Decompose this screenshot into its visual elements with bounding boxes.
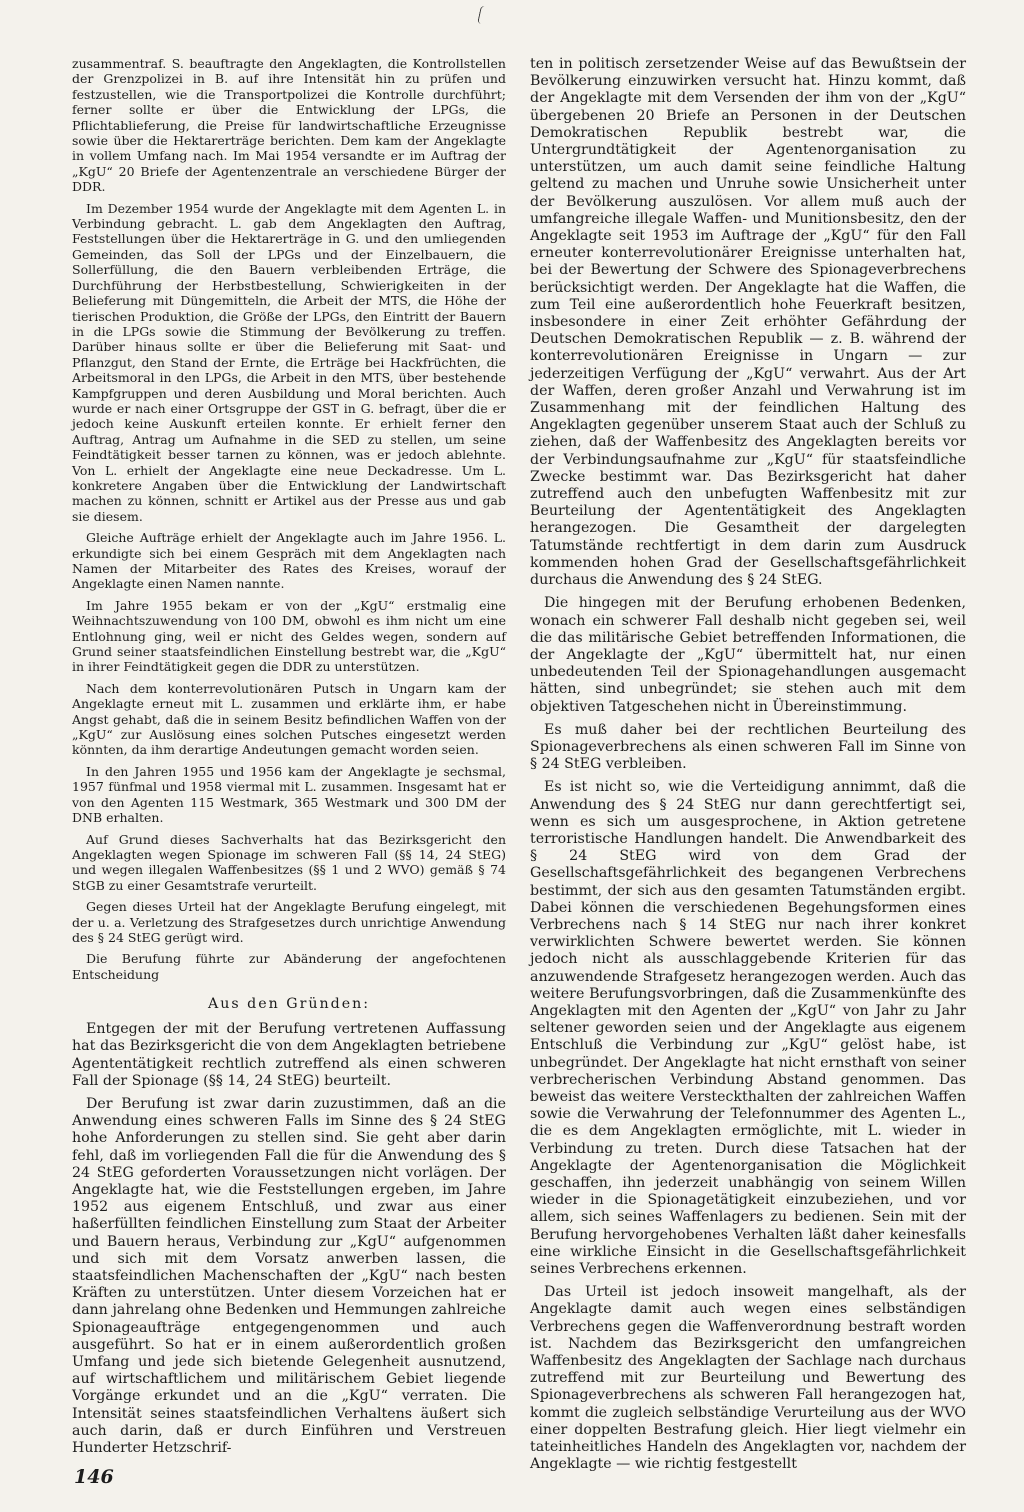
paragraph: ten in politisch zersetzender Weise auf das Bewußtsein der Bevölkerung einzuwirken versucht hat. Hinzu kommt, daß der Angeklagte mit dem Versenden der ihm von der „KgU“ übergebenen 20 Briefe an Personen in der Deutschen Demokratischen Republik bestrebt war, die Untergrundtätigkeit der Agentenorganisation zu unterstützen, um auch damit seine feindliche Haltung geltend zu machen und Unruhe sowie Unsicherheit unter der Bevölkerung auszulösen. Vor allem muß auch der umfangreiche illegale Waffen- und Munitionsbesitz, den der Angeklagte seit 1953 im Auftrage der „KgU“ für den Fall erneuter konterrevolutionärer Ereignisse unterhalten hat, bei der Bewertung der Schwere des Spionageverbrechens berücksichtigt werden. Der Angeklagte hat die Waffen, die zum Teil eine außerordentlich hohe Feuerkraft besitzen, insbesondere in einer Zeit erhöhter Gefährdung der Deutschen Demokratischen Republik — z. B. während der konterrevolutionären Ereignisse in Ungarn — zur jederzeitigen Verfügung der „KgU“ verwahrt. Aus der Art der Waffen, deren großer Anzahl und Verwahrung ist im Zusammenhang mit der feindlichen Haltung des Angeklagten gegenüber unserem Staat auch der Schluß zu ziehen, daß der Waffenbesitz des Angeklagten bereits vor der Verbindungsaufnahme zur „KgU“ für staatsfeindliche Zwecke bestimmt war. Das Bezirksgericht hat daher zutreffend auch den unbefugten Waffenbesitz mit zur Beurteilung der Agententätigkeit des Angeklagten herangezogen. Die Gesamtheit der dargelegten Tatumstände rechtfertigt in dem darin zum Ausdruck kommenden hohen Grad der Gesellschaftsgefährlichkeit durchaus die Anwendung des § 24 StEG.	[530, 56, 966, 589]
paragraph: Auf Grund dieses Sachverhalts hat das Bezirksgericht den Angeklagten wegen Spionage im schweren Fall (§§ 14, 24 StEG) und wegen illegalen Waffenbesitzes (§§ 1 und 2 WVO) gemäß § 74 StGB zu einer Gesamtstrafe verurteilt.	[72, 831, 506, 893]
paragraph: Gegen dieses Urteil hat der Angeklagte Berufung eingelegt, mit der u. a. Verletzung des Strafgesetzes durch unrichtige Anwendung des § 24 StEG gerügt wird.	[72, 899, 506, 945]
paragraph: Das Urteil ist jedoch insoweit mangelhaft, als der Angeklagte damit auch wegen eines selbständigen Verbrechens gegen die Waffenverordnung bestraft worden ist. Nachdem das Bezirksgericht den umfangreichen Waffenbesitz des Angeklagten der Sachlage nach durchaus zutreffend mit zur Beurteilung und Bewertung des Spionageverbrechens als schweren Fall herangezogen hat, kommt die zugleich selbständige Verurteilung aus der WVO einer doppelten Bestrafung gleich. Hier liegt vielmehr ein tateinheitliches Handeln des Angeklagten vor, nachdem der Angeklagte — wie richtig festgestellt	[530, 1284, 966, 1473]
paragraph: Es ist nicht so, wie die Verteidigung annimmt, daß die Anwendung des § 24 StEG nur dann gerechtfertigt sei, wenn es sich um ausgesprochene, in Aktion getretene terroristische Handlungen handelt. Die Anwendbarkeit des § 24 StEG wird von dem Grad der Gesellschaftsgefährlichkeit des begangenen Verbrechens bestimmt, der sich aus den gesamten Tatumständen ergibt. Dabei können die verschiedenen Begehungsformen eines Verbrechens nach § 14 StEG nur nach ihrer konkret verwirklichten Schwere bewertet werden. Sie können jedoch nicht als ausschlaggebende Kriterien für das anzuwendende Strafgesetz herangezogen werden. Auch das weitere Berufungsvorbringen, daß die Zusammenkünfte des Angeklagten mit den Agenten der „KgU“ von Jahr zu Jahr seltener geworden seien und der Angeklagte aus eigenem Entschluß die Verbindung zur „KgU“ gelöst habe, ist unbegründet. Der Angeklagte hat nicht ernsthaft von seiner verbrecherischen Verbindung Abstand genommen. Das beweist das weitere Versteckthalten der zahlreichen Waffen sowie die Verwahrung der Telefonnummer des Agenten L., die es dem Angeklagten ermöglichte, mit L. wieder in Verbindung zu treten. Durch diese Tatsachen hat der Angeklagte der Agentenorganisation die Möglichkeit geschaffen, ihn jederzeit unabhängig von seinem Willen wieder in die Spionagetätigkeit einzubeziehen, und vor allem, sich seines Waffenlagers zu bedienen. Sein mit der Berufung hervorgehobenes Verhalten läßt daher keinesfalls eine wirkliche Einsicht in die Gesellschaftsgefährlichkeit seines Verbrechens erkennen.	[530, 779, 966, 1278]
paragraph: Nach dem konterrevolutionären Putsch in Ungarn kam der Angeklagte erneut mit L. zusammen und erklärte ihm, er habe Angst gehabt, daß die in seinem Besitz befindlichen Waffen von der „KgU“ zur Auslösung eines solchen Putsches eingesetzt werden könnten, da ihm derartige Andeutungen gemacht worden seien.	[72, 680, 506, 758]
section-heading: Aus den Gründen:	[207, 996, 371, 1013]
left-column	[72, 56, 506, 1463]
paragraph: Die Berufung führte zur Abänderung der angefochtenen Entscheidung	[72, 951, 506, 982]
paragraph: zusammentraf. S. beauftragte den Angeklagten, die Kontrollstellen der Grenzpolizei in B. auf ihre Intensität hin zu prüfen und festzustellen, wie die Transportpolizei die Kontrolle durchführt; ferner sollte er über die Entwicklung der LPGs, die Pflichtablieferung, die Preise für landwirtschaftliche Erzeugnisse sowie über die Hektarerträge berichten. Dem kam der Angeklagte in vollem Umfang nach. Im Mai 1954 versandte er im Auftrag der „KgU“ 20 Briefe der Agentenzentrale an verschiedene Bürger der DDR.	[72, 56, 506, 195]
paragraph: Gleiche Aufträge erhielt der Angeklagte auch im Jahre 1956. L. erkundigte sich bei einem Gespräch mit dem Angeklagten nach Namen der Mitarbeiter des Rates des Kreises, worauf der Angeklagte einen Namen nannte.	[72, 530, 506, 592]
paragraph: Im Jahre 1955 bekam er von der „KgU“ erstmalig eine Weihnachtszuwendung von 100 DM, obwohl es ihm nicht um eine Entlohnung ging, weil er nicht des Geldes wegen, sondern auf Grund seiner staatsfeindlichen Einstellung bestrebt war, die „KgU“ in ihrer Feindtätigkeit gegen die DDR zu unterstützen.	[72, 597, 506, 675]
paragraph: Die hingegen mit der Berufung erhobenen Bedenken, wonach ein schwerer Fall deshalb nicht gegeben sei, weil die das militärische Gebiet betreffenden Informationen, die der Angeklagte der „KgU“ übermittelt hat, nur einen unbedeutenden Teil der Spionagehandlungen ausgemacht hätten, sind unbegründet; sie stehen auch mit dem objektiven Tatgeschehen nicht in Übereinstimmung.	[530, 595, 966, 715]
paragraph: In den Jahren 1955 und 1956 kam der Angeklagte je sechsmal, 1957 fünfmal und 1958 viermal mit L. zusammen. Insgesamt hat er von den Agenten 115 Westmark, 365 Westmark und 300 DM der DNB erhalten.	[72, 763, 506, 826]
paragraph: Es muß daher bei der rechtlichen Beurteilung des Spionageverbrechens als einen schweren Fall im Sinne von § 24 StEG verbleiben.	[530, 721, 966, 773]
paragraph: Im Dezember 1954 wurde der Angeklagte mit dem Agenten L. in Verbindung gebracht. L. gab dem Angeklagten den Auftrag, Feststellungen über die Hektarerträge in G. und den umliegenden Gemeinden, das Soll der LPGs und der Einzelbauern, die Sollerfüllung, die den Bauern verbleibenden Erträge, die Durchführung der Herbstbestellung, Schwierigkeiten in der Belieferung mit Düngemitteln, die Arbeit der MTS, die Höhe der tierischen Produktion, die Größe der LPGs, den Eintritt der Bauern in die LPGs sowie die Stimmung der Bevölkerung zu treffen. Darüber hinaus sollte er über die Belieferung mit Saat- und Pflanzgut, den Stand der Ernte, die Erträge bei Hackfrüchten, die Arbeitsmoral in den LPGs, die Arbeit in den MTS, über bestehende Kampfgruppen und deren Ausbildung und Moral berichten. Auch wurde er nach einer Ortsgruppe der GST in G. befragt, über die er jedoch keine Auskunft erteilen konnte. Er erhielt ferner den Auftrag, Antrag um Aufnahme in die SED zu stellen, um seine Feindtätigkeit besser tarnen zu können, was er jedoch ablehnte. Von L. erhielt der Angeklagte eine neue Deckadresse. Um L. konkretere Angaben über die Entwicklung der Landwirtschaft machen zu können, schnitt er Artikel aus der Presse aus und gab sie diesem.	[72, 200, 506, 524]
right-column	[530, 56, 966, 1479]
page-number: 146	[74, 1466, 114, 1488]
paragraph: Entgegen der mit der Berufung vertretenen Auffassung hat das Bezirksgericht die von dem Angeklagten betriebene Agententätigkeit rechtlich zutreffend als einen schweren Fall der Spionage (§§ 14, 24 StEG) beurteilt.	[72, 1021, 506, 1089]
paragraph: Der Berufung ist zwar darin zuzustimmen, daß an die Anwendung eines schweren Falls im Sinne des § 24 StEG hohe Anforderungen zu stellen sind. Sie geht aber darin fehl, daß im vorliegenden Fall die für die Anwendung des § 24 StEG geforderten Voraussetzungen nicht vorlägen. Der Angeklagte hat, wie die Feststellungen ergeben, im Jahre 1952 aus eigenem Entschluß, und zwar aus einer haßerfüllten feindlichen Einstellung zum Staat der Arbeiter und Bauern heraus, Verbindung zur „KgU“ aufgenommen und sich mit dem Vorsatz anwerben lassen, die staatsfeindlichen Machenschaften der „KgU“ nach besten Kräften zu unterstützen. Unter diesem Vorzeichen hat er dann jahrelang ohne Bedenken und Hemmungen zahlreiche Spionageaufträge entgegengenommen und auch ausgeführt. So hat er in einem außerordentlich großen Umfang und jede sich bietende Gelegenheit ausnutzend, auf wirtschaftlichem und militärischem Gebiet liegende Vorgänge erkundet und an die „KgU“ verraten. Die Intensität seines staatsfeindlichen Verhaltens äußert sich auch darin, daß er durch Einführen und Verstreuen Hunderter Hetzschrif-	[72, 1095, 506, 1457]
margin-mark	[477, 6, 487, 25]
